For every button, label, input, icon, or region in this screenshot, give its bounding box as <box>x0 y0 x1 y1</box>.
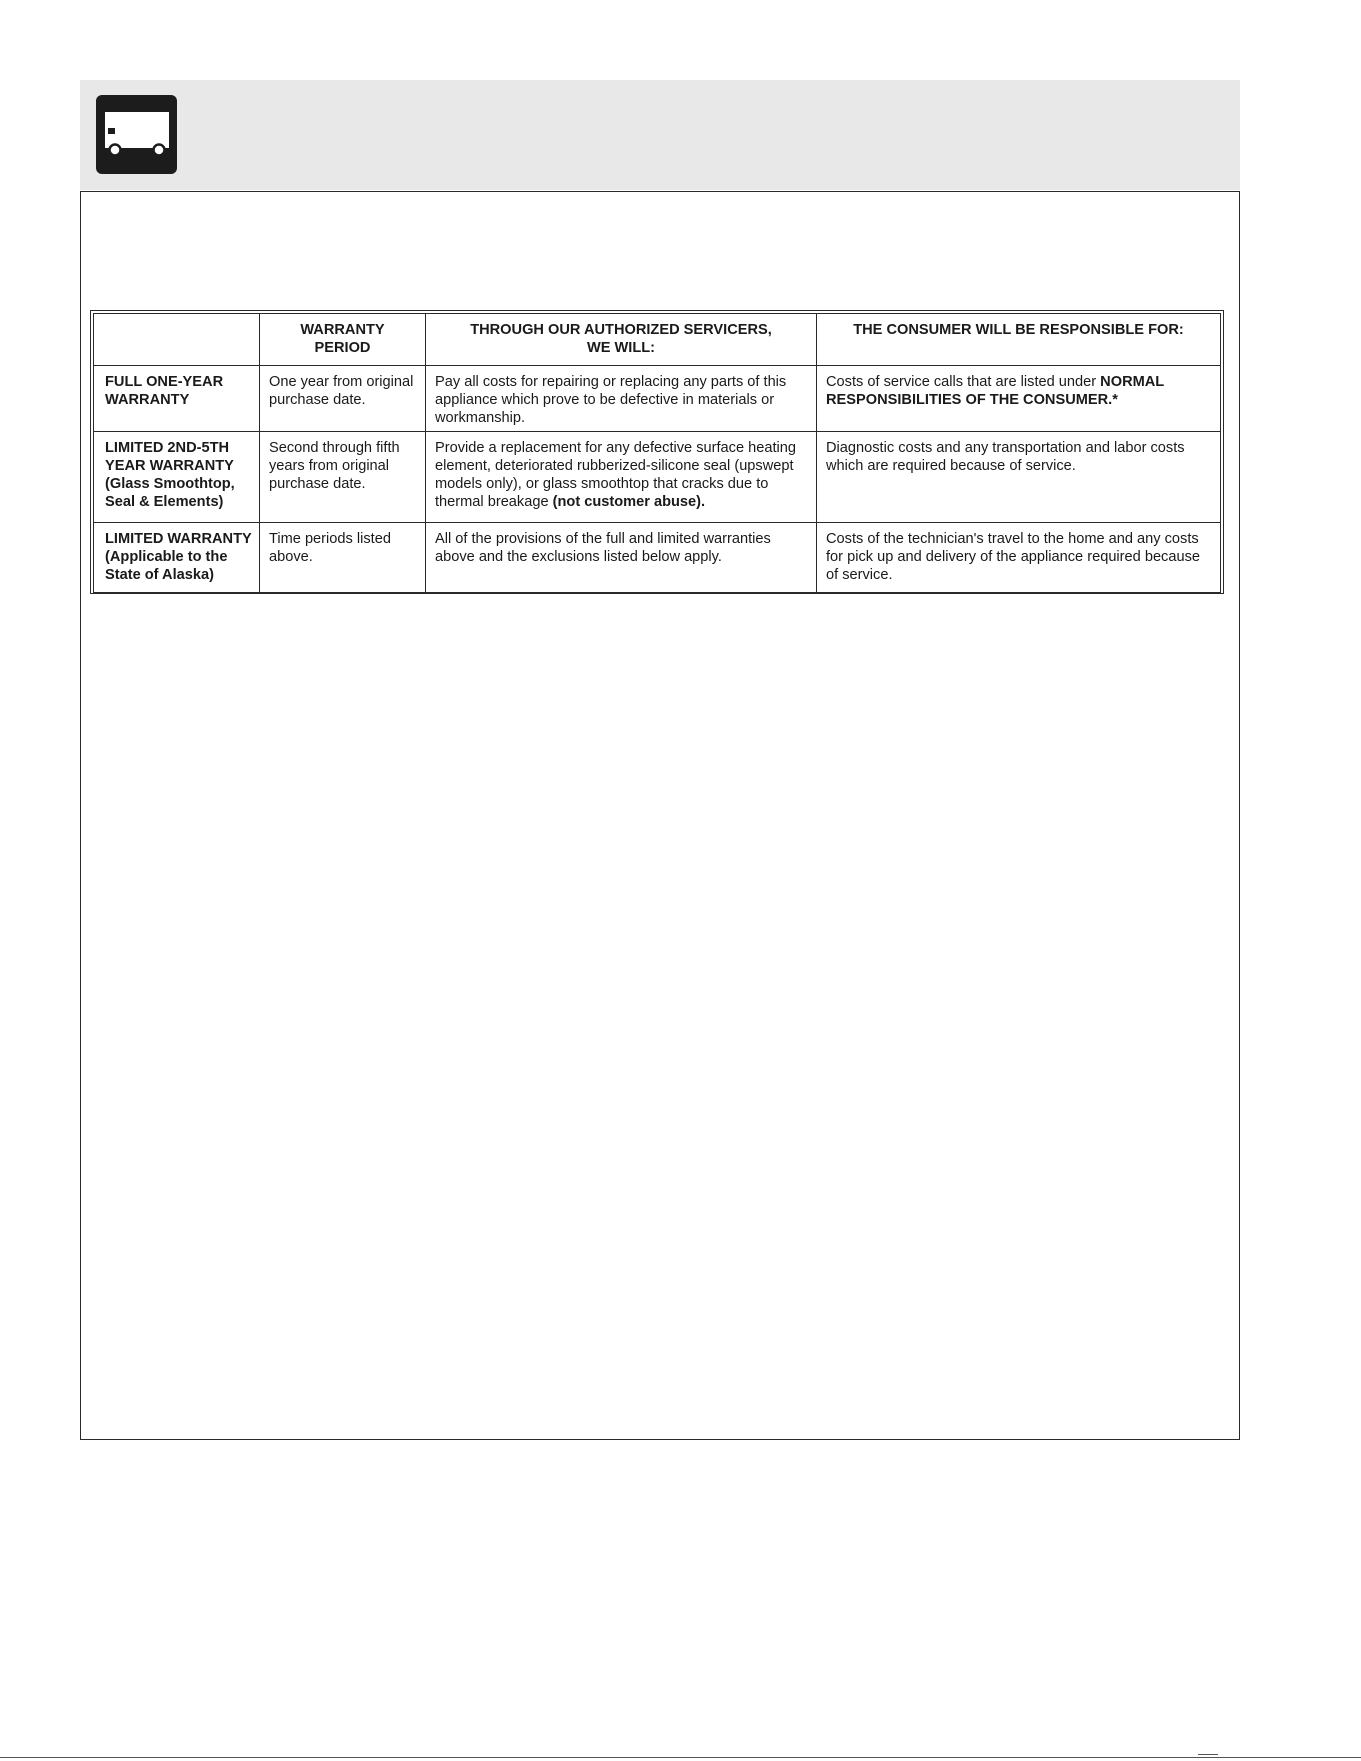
table-row <box>94 366 1221 432</box>
emphasis-text: NORMAL RESPONSIBILITIES OF THE CONSUMER.* <box>826 374 1164 408</box>
footer-mark <box>1198 1754 1218 1758</box>
warranty-type: LIMITED WARRANTY (Applicable to the State of Alaska) <box>94 523 260 593</box>
consumer-responsibility: Diagnostic costs and any transportation and labor costs which are required because of service. <box>817 432 1221 523</box>
consumer-responsibility: Costs of the technician's travel to the home and any costs for pick up and delivery of the appliance required because of service. <box>817 523 1221 593</box>
header-cell-blank <box>94 314 260 366</box>
header-band <box>80 80 1240 190</box>
table-header-row <box>94 314 1221 366</box>
header-warranty-period: WARRANTY PERIOD <box>260 314 426 366</box>
table-row <box>94 523 1221 593</box>
truck-icon <box>96 95 177 174</box>
emphasis-text: (not customer abuse). <box>552 494 706 510</box>
header-we-will: THROUGH OUR AUTHORIZED SERVICERS, WE WILL: <box>426 314 817 366</box>
table-row <box>94 432 1221 523</box>
footer-rule <box>0 1757 1361 1758</box>
warranty-type: FULL ONE-YEAR WARRANTY <box>94 366 260 432</box>
warranty-period: One year from original purchase date. <box>260 366 426 432</box>
header-consumer-responsible: THE CONSUMER WILL BE RESPONSIBLE FOR: <box>817 314 1221 366</box>
warranty-section <box>80 191 1240 1440</box>
consumer-responsibility: Costs of service calls that are listed under NORMAL RESPONSIBILITIES OF THE CONSUMER.* <box>817 366 1221 432</box>
warranty-period: Second through fifth years from original purchase date. <box>260 432 426 523</box>
servicer-obligation: All of the provisions of the full and limited warranties above and the exclusions listed below apply. <box>426 523 817 593</box>
servicer-obligation: Pay all costs for repairing or replacing any parts of this appliance which prove to be defective in materials or workmanship. <box>426 366 817 432</box>
warranty-table <box>90 310 1224 594</box>
warranty-period: Time periods listed above. <box>260 523 426 593</box>
warranty-type: LIMITED 2ND-5TH YEAR WARRANTY (Glass Smoothtop, Seal & Elements) <box>94 432 260 523</box>
servicer-obligation: Provide a replacement for any defective surface heating element, deteriorated rubberized-silicone seal (upswept models only), or glass smoothtop that cracks due to thermal breakage (not customer abuse). <box>426 432 817 523</box>
